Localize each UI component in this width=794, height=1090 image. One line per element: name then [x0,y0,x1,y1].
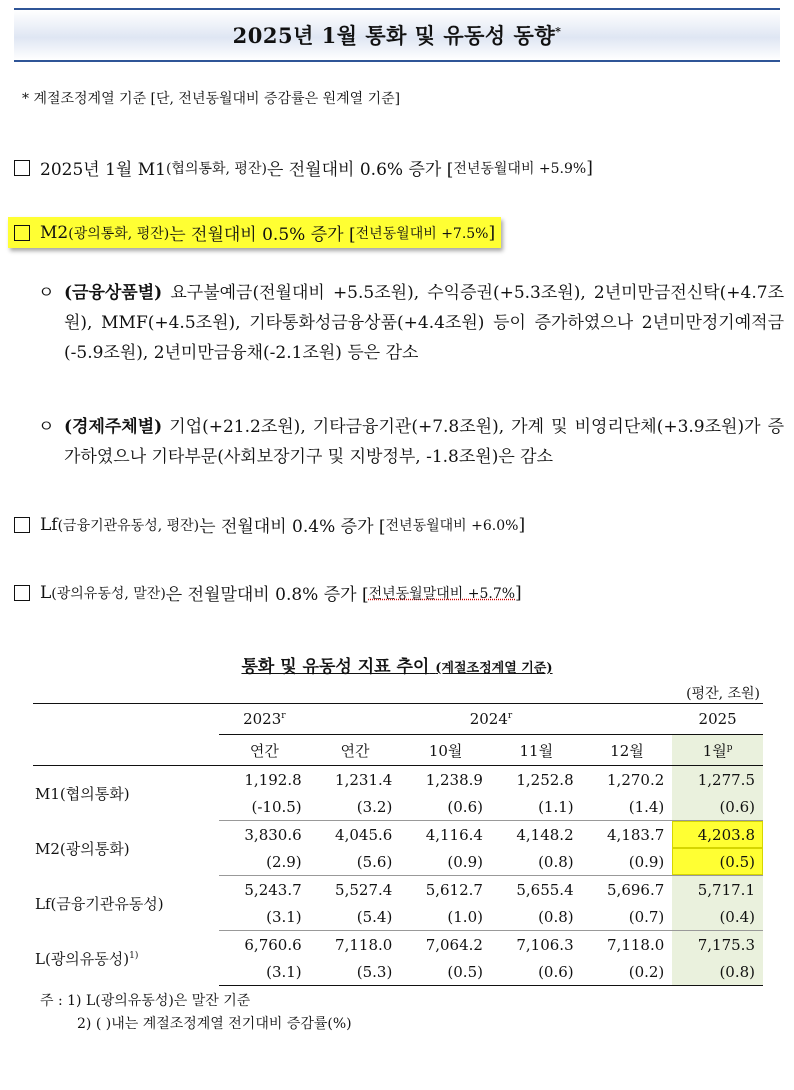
table-row: M1(협의통화) 1,192.8 1,231.4 1,238.9 1,252.8 1,270.2 1,277.5 [33,766,763,794]
title-banner [14,8,780,62]
row-label: Lf(금융기관유동성) [35,894,164,913]
header-2023: 2023$^r$ [219,704,310,735]
header-cell: 1월$^p$ [672,735,763,766]
page-title: 2025년 1월 통화 및 유동성 동향* [232,23,562,48]
m1-summary: 2025년 1월 M1 (협의통화, 평잔) 은 전월대비 0.6% 증가 [ 전년동월대비 +5.9% ] [14,155,593,180]
lf-summary: Lf (금융기관유동성, 평잔) 는 전월대비 0.4% 증가 [ 전년동월대비 +6.0% ] [14,512,525,537]
header-cell: 12월 [582,735,673,766]
header-2024: 2024$^r$ [310,704,673,735]
table-row: (2.9) (5.6) (0.9) (0.8) (0.9) (0.5) [33,848,763,876]
basis-note: * 계절조정계열 기준 [단, 전년동월대비 증감률은 원계열 기준] [22,91,401,107]
table-row: (-10.5) (3.2) (0.6) (1.1) (1.4) (0.6) [33,793,763,821]
header-cell: 연간 [219,735,310,766]
checkbox-square-icon [14,585,30,601]
row-label: L(광의유동성)$^{1)}$ [35,949,139,968]
footnote-2: 2) ( )내는 계절조정계열 전기대비 증감률(%) [77,1016,352,1032]
highlighted-cell: 4,203.8 [672,821,763,849]
highlighted-cell: (0.5) [672,848,763,876]
header-cell: 연간 [310,735,401,766]
checkbox-square-icon [14,160,30,176]
table-row: (3.1) (5.3) (0.5) (0.6) (0.2) (0.8) [33,958,763,986]
header-cell: 10월 [400,735,491,766]
table-header-periods [33,735,763,766]
table-row: L(광의유동성)$^{1)}$ 6,760.6 7,118.0 7,064.2 7,106.3 7,118.0 7,175.3 [33,931,763,959]
header-2025: 2025 [672,704,763,735]
by-product-paragraph: ㅇ (금융상품별) 요구불예금(전월대비 +5.5조원), 수익증권(+5.3조원), 2년미만금전신탁(+4.7조원), MMF(+4.5조원), 기타통화성금융상품(+4.4조원) 등이 증가하였으나 2년미만정기예적금(-5.9조원), 2년미만금융채(-2.1조원) 등은 감소 [38,278,784,368]
checkbox-square-icon [14,517,30,533]
header-cell: 11월 [491,735,582,766]
m2-summary: M2 (광의통화, 평잔) 는 전월대비 0.5% 증가 [ 전년동월대비 +7.5% ] [8,217,501,248]
bullet-circle-icon: ㅇ [38,283,55,303]
table-header-years [33,704,763,735]
table-row: Lf(금융기관유동성) 5,243.7 5,527.4 5,612.7 5,655.4 5,696.7 5,717.1 [33,876,763,904]
table-row: M2(광의통화) 3,830.6 4,045.6 4,116.4 4,148.2 4,183.7 4,203.8 [33,821,763,849]
table-title: 통화 및 유동성 지표 추이 (계절조정계열 기준) [241,657,553,677]
by-sector-paragraph: ㅇ (경제주체별) 기업(+21.2조원), 기타금융기관(+7.8조원), 가계 및 비영리단체(+3.9조원)가 증가하였으나 기타부문(사회보장기구 및 지방정부, -1.8조원)은 감소 [38,412,784,472]
row-label: M2(광의통화) [35,839,130,858]
row-label: M1(협의통화) [35,784,130,803]
checkbox-square-icon [14,225,30,241]
liquidity-table [33,703,763,986]
bullet-circle-icon: ㅇ [38,417,55,437]
footnote-1: 주 : 1) L(광의유동성)은 말잔 기준 [40,993,251,1009]
table-unit: (평잔, 조원) [686,686,760,702]
table-row: (3.1) (5.4) (1.0) (0.8) (0.7) (0.4) [33,903,763,931]
l-summary: L (광의유동성, 말잔) 은 전월말대비 0.8% 증가 [ 전년동월말대비 +5.7% ] [14,580,522,605]
